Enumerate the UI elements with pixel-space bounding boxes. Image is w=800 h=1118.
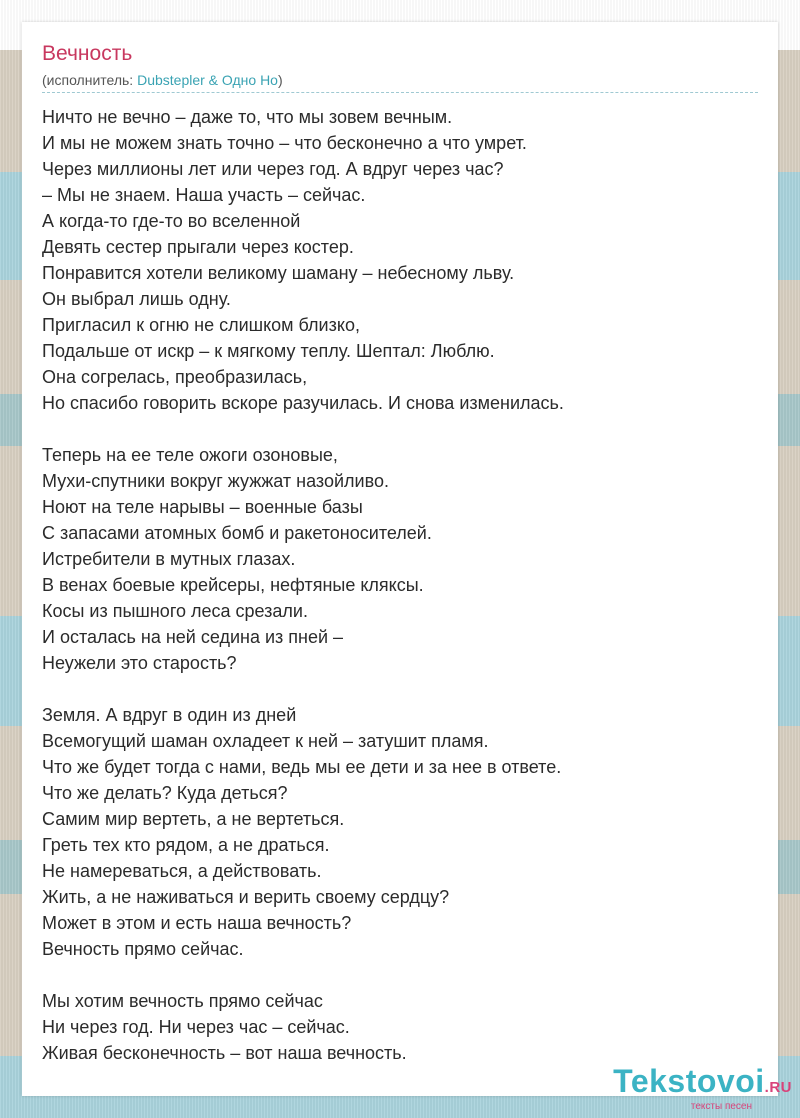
stanza-2 [42, 442, 758, 676]
dashed-divider [42, 92, 758, 93]
lyric-line: Он выбрал лишь одну. [42, 289, 231, 309]
lyric-line: И мы не можем знать точно – что бесконечно а что умрет. [42, 133, 527, 153]
logo-tagline: тексты песен [690, 1101, 752, 1112]
stanza-gap [42, 676, 758, 702]
lyric-line: – Мы не знаем. Наша участь – сейчас. [42, 185, 366, 205]
stanza-4 [42, 988, 758, 1066]
artist-link[interactable]: Dubstepler & Одно Но [137, 72, 278, 88]
lyric-line: Всемогущий шаман охладеет к ней – затушит пламя. [42, 731, 489, 751]
lyric-line: Не намереваться, а действовать. [42, 861, 322, 881]
lyric-line: А когда-то где-то во вселенной [42, 211, 301, 231]
lyric-line: С запасами атомных бомб и ракетоносителей. [42, 523, 432, 543]
logo-tld: .RU [764, 1079, 792, 1096]
lyric-line: Ноют на теле нарывы – военные базы [42, 497, 363, 517]
logo-name: Tekstovoi [613, 1063, 765, 1099]
lyric-line: Мухи-спутники вокруг жужжат назойливо. [42, 471, 389, 491]
stanza-3 [42, 702, 758, 962]
lyric-line: Что же будет тогда с нами, ведь мы ее дети и за нее в ответе. [42, 757, 562, 777]
lyric-line: Она согрелась, преобразилась, [42, 367, 308, 387]
lyric-line: Живая бесконечность – вот наша вечность. [42, 1043, 407, 1063]
lyric-line: Ничто не вечно – даже то, что мы зовем вечным. [42, 107, 453, 127]
lyric-line: Что же делать? Куда деться? [42, 783, 288, 803]
lyric-line: Ни через год. Ни через час – сейчас. [42, 1017, 350, 1037]
site-logo[interactable] [613, 1064, 792, 1112]
lyric-line: Теперь на ее теле ожоги озоновые, [42, 445, 338, 465]
stanza-1 [42, 104, 758, 416]
lyrics-card [22, 22, 778, 1096]
lyric-line: Неужели это старость? [42, 653, 237, 673]
lyric-line: Девять сестер прыгали через костер. [42, 237, 354, 257]
performer-suffix: ) [277, 72, 283, 88]
lyric-line: Истребители в мутных глазах. [42, 549, 296, 569]
lyric-line: В венах боевые крейсеры, нефтяные кляксы. [42, 575, 424, 595]
lyric-line: Мы хотим вечность прямо сейчас [42, 991, 323, 1011]
performer-prefix: (исполнитель: [42, 72, 138, 88]
lyric-line: Через миллионы лет или через год. А вдруг через час? [42, 159, 504, 179]
lyric-line: Косы из пышного леса срезали. [42, 601, 308, 621]
lyric-line: Пригласил к огню не слишком близко, [42, 315, 360, 335]
lyrics-text [42, 104, 758, 1066]
stanza-gap [42, 962, 758, 988]
song-title: Вечность [42, 42, 133, 65]
lyric-line: Вечность прямо сейчас. [42, 939, 244, 959]
lyric-line: Может в этом и есть наша вечность? [42, 913, 352, 933]
lyric-line: Греть тех кто рядом, а не драться. [42, 835, 330, 855]
lyric-line: Земля. А вдруг в один из дней [42, 705, 297, 725]
lyric-line: Понравится хотели великому шаману – небесному льву. [42, 263, 515, 283]
lyric-line: Но спасибо говорить вскоре разучилась. И снова изменилась. [42, 393, 564, 413]
lyric-line: И осталась на ней седина из пней – [42, 627, 344, 647]
performer-line [42, 72, 283, 88]
stanza-gap [42, 416, 758, 442]
lyric-line: Самим мир вертеть, а не вертеться. [42, 809, 345, 829]
lyric-line: Жить, а не наживаться и верить своему сердцу? [42, 887, 450, 907]
lyric-line: Подальше от искр – к мягкому теплу. Шептал: Люблю. [42, 341, 495, 361]
